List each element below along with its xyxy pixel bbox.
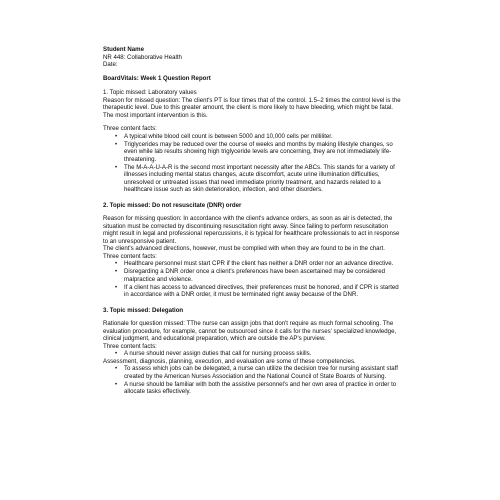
- fact-text: Triglycerides may be reduced over the course of weeks and months by making lifestyle changes, so even while lab results showing high triglyceride levels are concerning, they are not immediately life-threatening.: [124, 140, 393, 163]
- fact-text: Healthcare personnel must start CPR if the client has neither a DNR order nor an advance directive.: [124, 260, 394, 267]
- document-page: [103, 46, 403, 396]
- bullet-icon: •: [115, 163, 118, 171]
- fact-text: A typical white blood cell count is between 5000 and 10,000 cells per milliliter.: [124, 132, 333, 140]
- header-block: [103, 46, 403, 69]
- facts-list: [103, 365, 403, 396]
- fact-text: A nurse should be familiar with both the assistive personnel's and her own area of practice in order to allocate tasks effectively.: [124, 380, 397, 395]
- section-laboratory-values: [103, 89, 403, 194]
- fact-text: To assess which jobs can be delegated, a nurse can utilize the decision tree for nursing assistant staff created by the American Nurses Association and the National Council of State Boards of Nursing.: [124, 365, 398, 380]
- list-item: [103, 284, 403, 299]
- bullet-icon: •: [115, 260, 118, 267]
- section-extra: The client's advanced directions, however, must be complied with when they are found to be in the chart.: [103, 245, 385, 252]
- section-heading: 2. Topic missed: Do not resuscitate (DNR) order: [103, 201, 242, 209]
- bullet-icon: •: [115, 132, 118, 140]
- list-item: [103, 164, 403, 194]
- list-item: [103, 133, 403, 141]
- section-heading: 1. Topic missed: Laboratory values: [103, 89, 197, 96]
- section-reason: Rationale for question missed: TThe nurse can assign jobs that don't require as much formal schooling. The evaluation procedure, for example, cannot be outsourced since it calls for the nurses' specialized knowledge, clinical judgment, and educational preparation, which are outside the AP's purview.: [103, 320, 397, 342]
- fact-text: If a client has access to advanced directives, their preferences must be honored, and if CPR is started in accordance with a DNR order, it must be terminated right away because of the DNR.: [124, 283, 399, 298]
- facts-label: Three content facts:: [103, 252, 157, 260]
- list-item: [103, 268, 403, 283]
- fact-text: A nurse should never assign duties that call for nursing process skills.: [124, 350, 312, 357]
- fact-text: The M-A-A-U-A-R is the second most important necessity after the ABCs. This stands for a variety of illnesses including mental status changes, acute discomfort, acute urine illumination difficulties, unresolved or untreated issues that need immediate priority treatment, and hazards related to a healthcare issue such as skin deterioration, infection, and other disorders.: [124, 163, 395, 193]
- fact-text: Disregarding a DNR order once a client's preferences have been ascertained may be considered malpractice and violence.: [124, 268, 385, 283]
- section-heading: 3. Topic missed: Delegation: [103, 306, 184, 314]
- facts-interlude: Assessment, diagnosis, planning, execution, and evaluation are some of these competencies.: [103, 357, 356, 365]
- facts-label: Three content facts:: [103, 342, 157, 350]
- bullet-icon: •: [115, 283, 118, 291]
- list-item: [103, 260, 403, 268]
- date-label: Date:: [103, 61, 118, 68]
- student-name-label: Student Name: [103, 46, 144, 53]
- facts-list: [103, 133, 403, 194]
- report-title: BoardVitals: Week 1 Question Report: [103, 74, 211, 82]
- list-item: [103, 141, 403, 164]
- facts-label: Three content facts:: [103, 125, 157, 132]
- bullet-icon: •: [115, 140, 118, 148]
- list-item: [103, 381, 403, 396]
- section-reason: Reason for missed question: The client's PT is four times that of the control. 1.5–2 times the control level is the therapeutic level. Due to this greater amount, the client is more likely to have bleeding, which might be fatal. The most important intervention is this.: [103, 96, 401, 119]
- section-delegation: [103, 307, 403, 396]
- section-reason: Reason for missing question: In accordance with the client's advance orders, as soon as air is detected, the situation must be corrected by discontinuing resuscitation right away. Since failing to perform resuscitation might result in legal and professional repercussions, it is typical for healthcare professionals to act in response to an unresponsive patient.: [103, 215, 400, 245]
- facts-list: [103, 350, 403, 358]
- section-dnr-order: [103, 202, 403, 299]
- list-item: [103, 365, 403, 380]
- bullet-icon: •: [115, 350, 118, 357]
- list-item: [103, 350, 403, 358]
- course-name: NR 448: Collaborative Health: [103, 53, 182, 61]
- bullet-icon: •: [115, 268, 118, 275]
- bullet-icon: •: [115, 365, 118, 372]
- bullet-icon: •: [115, 380, 118, 388]
- facts-list: [103, 260, 403, 299]
